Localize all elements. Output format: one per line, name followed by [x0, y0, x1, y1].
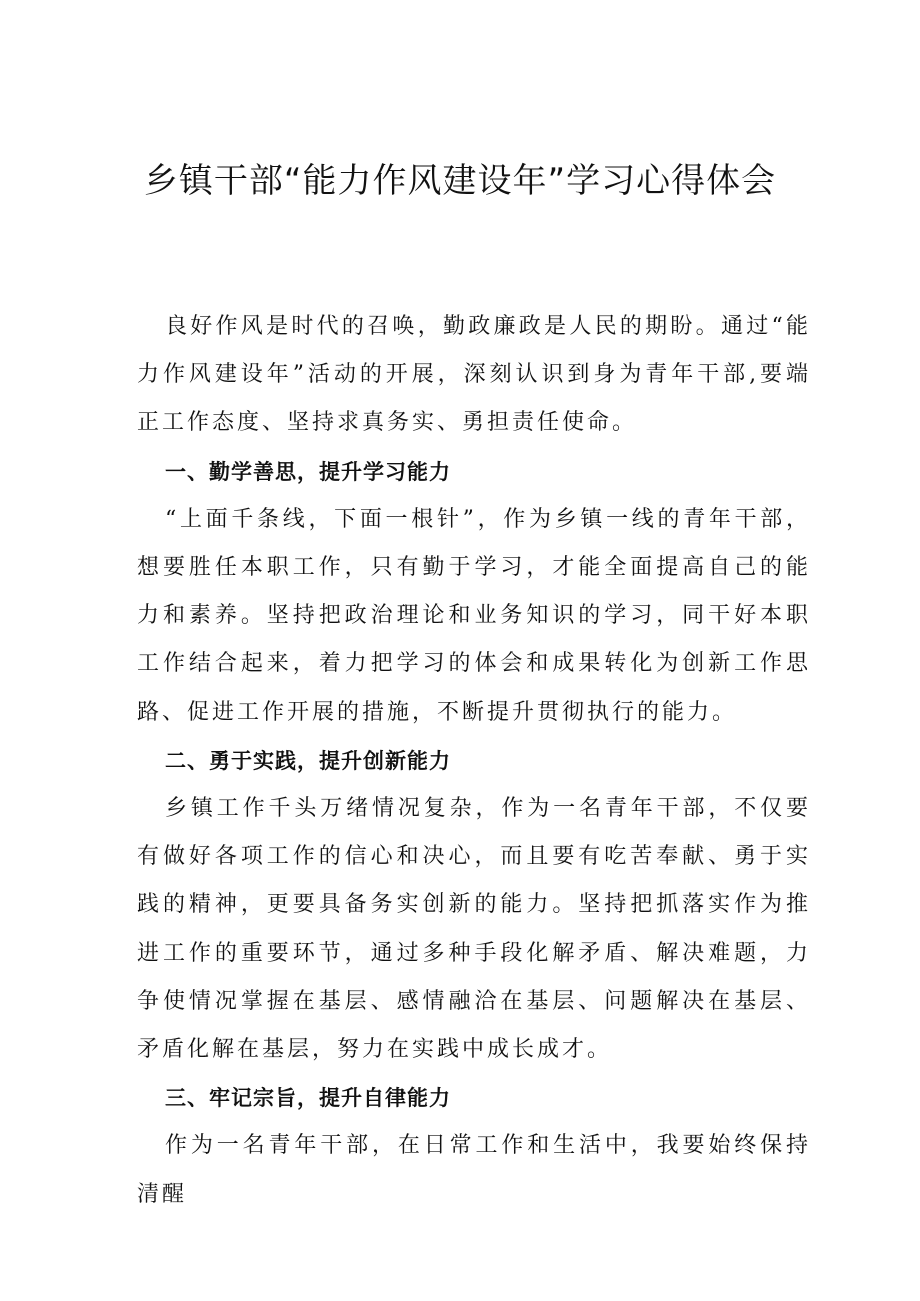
section-3-paragraph: 作为一名青年干部，在日常工作和生活中，我要始终保持清醒 [137, 1133, 811, 1207]
section-3-heading: 三、牢记宗旨，提升自律能力 [165, 1086, 451, 1111]
intro-paragraph: 良好作风是时代的召唤，勤政廉政是人民的期盼。通过“能力作风建设年”活动的开展，深刻认识到身为青年干部,要端正工作态度、坚持求真务实、勇担责任使命。 [137, 314, 811, 436]
section-1-heading: 一、勤学善思，提升学习能力 [165, 459, 451, 484]
section-1-paragraph: “上面千条线，下面一根针”，作为乡镇一线的青年干部，想要胜任本职工作，只有勤于学习，才能全面提高自己的能力和素养。坚持把政治理论和业务知识的学习，同干好本职工作结合起来，着力把学习的体会和成果转化为创新工作思路、促进工作开展的措施，不断提升贯彻执行的能力。 [137, 506, 811, 725]
section-2-paragraph: 乡镇工作千头万绪情况复杂，作为一名青年干部，不仅要有做好各项工作的信心和决心，而且要有吃苦奉献、勇于实践的精神，更要具备务实创新的能力。坚持把抓落实作为推进工作的重要环节，通过多种手段化解矛盾、解决难题，力争使情况掌握在基层、感情融洽在基层、问题解决在基层、矛盾化解在基层，努力在实践中成长成才。 [137, 796, 811, 1063]
section-2-heading: 二、勇于实践，提升创新能力 [165, 748, 451, 773]
document-title: 乡镇干部“能力作风建设年”学习心得体会 [143, 161, 777, 201]
document-body [137, 303, 811, 1219]
